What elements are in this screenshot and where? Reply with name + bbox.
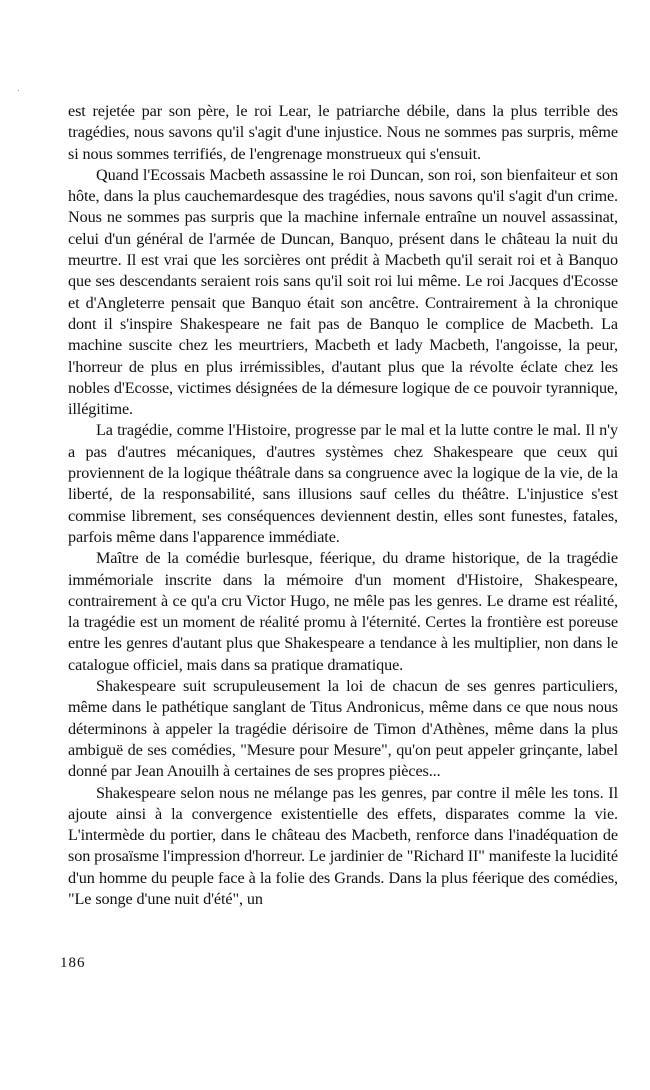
paragraph-macbeth: Quand l'Ecossais Macbeth assassine le roi Duncan, son roi, son bienfaiteur et son hôte, dans la plus cauchemardesque des tragédies, nous savons qu'il s'agit d'un crime. Nous ne sommes pas surpris que la machine infernale entraîne un nouvel assassinat, celui d'un général de l'armée de Duncan, Banquo, présent dans le château la nuit du meurtre. Il est vrai que les sorcières ont prédit à Macbeth qu'il serait roi et à Banquo que ses descendants seraient rois sans qu'il soit roi lui même. Le roi Jacques d'Ecosse et d'Angleterre pensait que Banquo était son ancêtre. Contrairement à la chronique dont il s'inspire Shakespeare ne fait pas de Banquo le complice de Macbeth. La machine suscite chez les meurtriers, Macbeth et lady Macbeth, l'angoisse, la peur, l'horreur de plus en plus irrémissibles, d'autant plus que la révolte éclate chez les nobles d'Ecosse, victimes désignées de la démesure logique de ce pouvoir tyrannique, illégitime. <box>68 165 618 419</box>
paragraph-genres: Maître de la comédie burlesque, féerique, du drame historique, de la tragédie immémoriale inscrite dans la mémoire d'un moment d'Histoire, Shakespeare, contrairement à ce qu'a cru Victor Hugo, ne mêle pas les genres. Le drame est réalité, la tragédie est un moment de réalité promu à l'éternité. Certes la frontière est poreuse entre les genres d'autant plus que Shakespeare a tendance à les multiplier, non dans le catalogue officiel, mais dans sa pratique dramatique. <box>68 549 618 674</box>
scan-speck <box>18 90 19 91</box>
paragraph-tons: Shakespeare selon nous ne mélange pas les genres, par contre il mêle les tons. Il ajoute ainsi à la convergence existentielle des effets, disparates comme la vie. L'intermède du portier, dans le château des Macbeth, renforce dans l'inadéquation de son prosaïsme l'impression d'horreur. Le jardinier de "Richard II" manifeste la lucidité d'un homme du peuple face à la folie des Grands. Dans la plus féerique des comédies, "Le songe d'une nuit d'été", un <box>68 783 618 908</box>
page-number: 186 <box>60 955 86 971</box>
body-text <box>68 101 618 910</box>
paragraph-continuation: est rejetée par son père, le roi Lear, le patriarche débile, dans la plus terrible des tragédies, nous savons qu'il s'agit d'une injustice. Nous ne sommes pas surpris, même si nous sommes terrifiés, de l'engrenage monstrueux qui s'ensuit. <box>68 102 618 163</box>
paragraph-loi-des-genres: Shakespeare suit scrupuleusement la loi de chacun de ses genres particuliers, même dans le pathétique sanglant de Titus Andronicus, même dans ce que nous nous déterminons à appeler la tragédie dérisoire de Timon d'Athènes, même dans la plus ambiguë de ses comédies, "Mesure pour Mesure", qu'on peut appeler grinçante, label donné par Jean Anouilh à certaines de ses propres pièces... <box>68 677 618 781</box>
paragraph-tragedie-histoire: La tragédie, comme l'Histoire, progresse par le mal et la lutte contre le mal. Il n'y a pas d'autres mécaniques, d'autres systèmes chez Shakespeare que ceux qui proviennent de la logique théâtrale dans sa congruence avec la logique de la vie, de la liberté, de la responsabilité, sans illusions sauf celles du théâtre. L'injustice s'est commise librement, ses conséquences deviennent destin, elles sont funestes, fatales, parfois même dans l'apparence immédiate. <box>68 421 618 546</box>
